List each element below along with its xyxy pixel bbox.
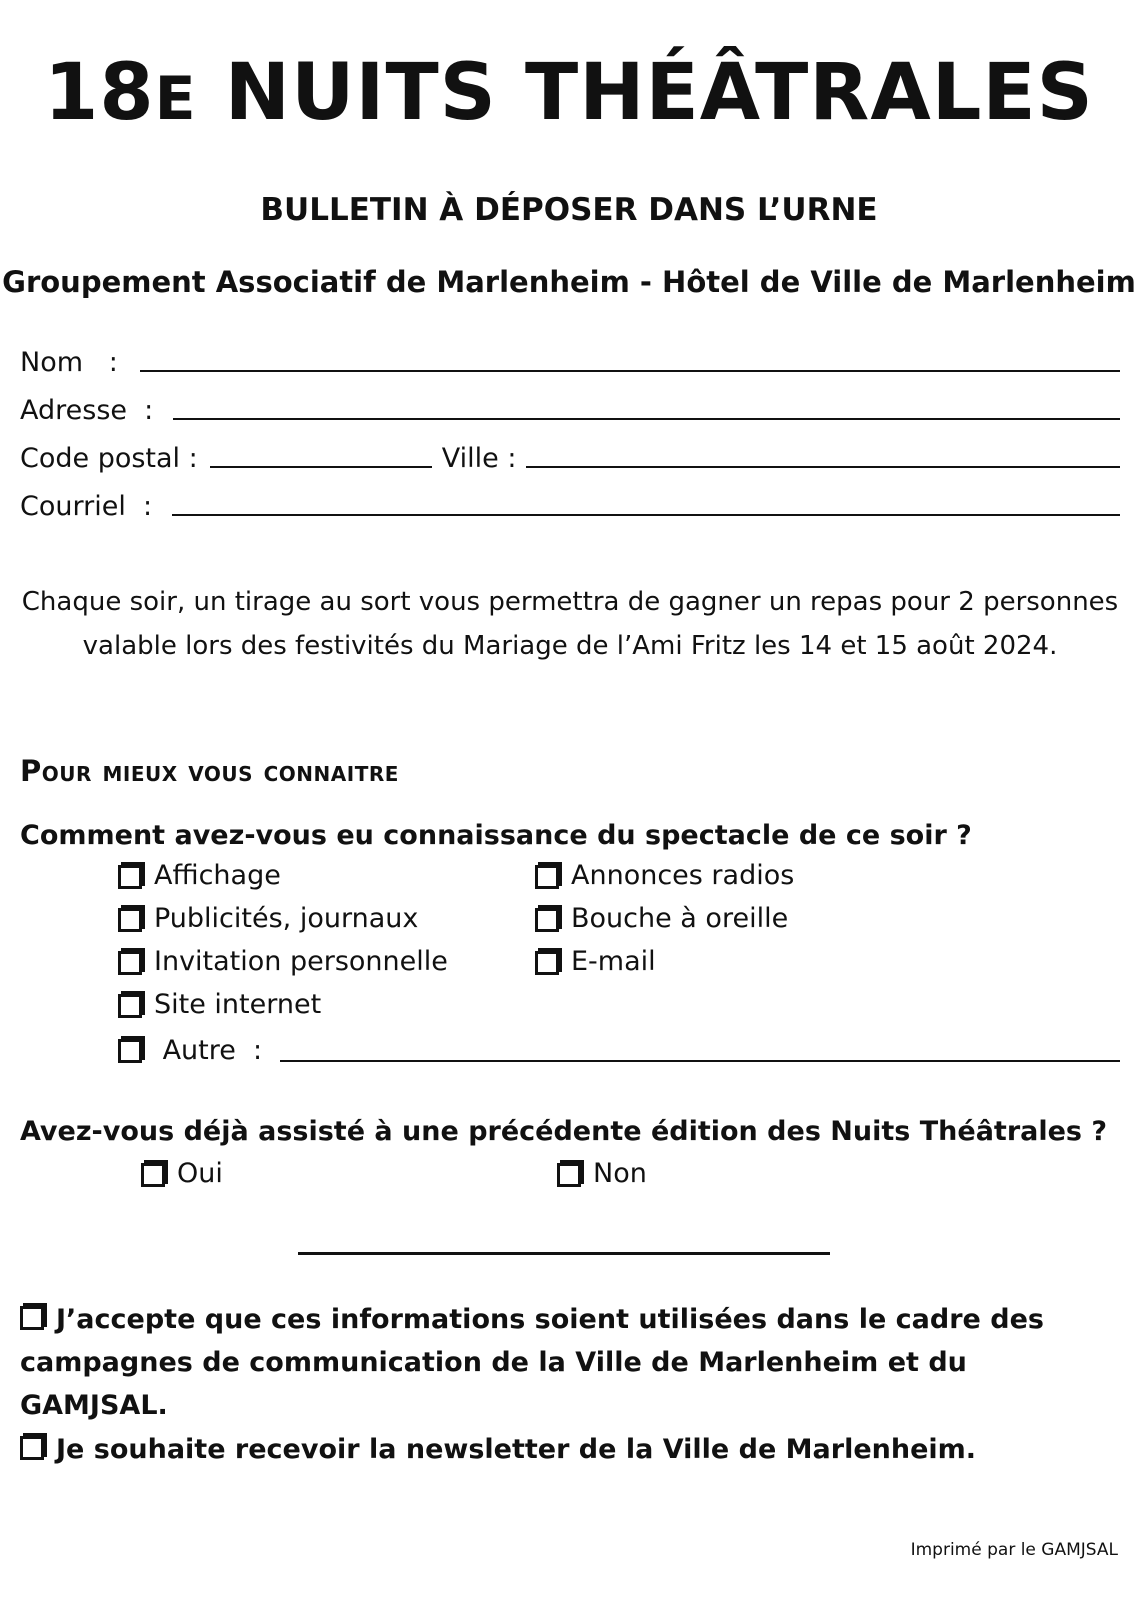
email-label: Courriel : xyxy=(20,491,153,522)
consent-newsletter[interactable] xyxy=(20,1428,1120,1471)
name-row xyxy=(20,338,1120,378)
postal-code-label: Code postal : xyxy=(20,443,198,474)
option-label: Bouche à oreille xyxy=(571,903,789,934)
postal-code-field[interactable] xyxy=(210,438,432,468)
page-title xyxy=(0,48,1138,138)
checkbox-icon[interactable] xyxy=(118,1039,142,1063)
checkbox-icon[interactable] xyxy=(535,865,559,889)
address-field[interactable] xyxy=(173,390,1120,420)
option-non[interactable] xyxy=(557,1158,647,1189)
printer-credit: Imprimé par le GAMJSAL xyxy=(910,1540,1118,1560)
option-site-internet[interactable] xyxy=(118,989,321,1020)
autre-field[interactable] xyxy=(280,1032,1120,1062)
address-row xyxy=(20,386,1120,426)
name-label: Nom : xyxy=(20,347,118,378)
title-rest: NUITS THÉÂTRALES xyxy=(196,48,1094,138)
question-how-heard: Comment avez-vous eu connaissance du spectacle de ce soir ? xyxy=(20,820,972,851)
checkbox-icon[interactable] xyxy=(118,908,142,932)
postal-city-row xyxy=(20,434,1120,474)
option-label: Invitation personnelle xyxy=(154,946,448,977)
organizer-line: Groupement Associatif de Marlenheim - Hôtel de Ville de Marlenheim xyxy=(2,265,1136,299)
subtitle: BULLETIN À DÉPOSER DANS L’URNE xyxy=(260,192,878,228)
section-title: Pour mieux vous connaitre xyxy=(20,754,399,788)
question-previous-edition: Avez-vous déjà assisté à une précédente édition des Nuits Théâtrales ? xyxy=(20,1116,1108,1147)
option-affichage[interactable] xyxy=(118,860,281,891)
divider xyxy=(298,1252,830,1255)
option-invitation[interactable] xyxy=(118,946,448,977)
email-row xyxy=(20,482,1120,522)
address-label: Adresse : xyxy=(20,395,154,426)
city-field[interactable] xyxy=(526,438,1120,468)
option-bouche-a-oreille[interactable] xyxy=(535,903,788,934)
option-oui[interactable] xyxy=(141,1158,223,1189)
email-field[interactable] xyxy=(172,486,1120,516)
option-label: Affichage xyxy=(154,860,281,891)
checkbox-icon[interactable] xyxy=(118,994,142,1018)
checkbox-icon[interactable] xyxy=(141,1163,165,1187)
option-label: Non xyxy=(593,1158,647,1189)
checkbox-icon[interactable] xyxy=(535,908,559,932)
consent-accept-text: J’accepte que ces informations soient utilisées dans le cadre des campagnes de communication de la Ville de Marlenheim et du GAMJSAL. xyxy=(20,1304,1044,1421)
option-publicites[interactable] xyxy=(118,903,418,934)
title-number: 18 xyxy=(44,48,155,138)
checkbox-icon[interactable] xyxy=(557,1163,581,1187)
option-label: Site internet xyxy=(154,989,322,1020)
checkbox-icon[interactable] xyxy=(20,1306,44,1330)
option-label: Annonces radios xyxy=(571,860,795,891)
consent-newsletter-text: Je souhaite recevoir la newsletter de la Ville de Marlenheim. xyxy=(56,1434,977,1465)
name-field[interactable] xyxy=(140,342,1120,372)
option-label: Publicités, journaux xyxy=(154,903,419,934)
option-label: E-mail xyxy=(571,946,656,977)
option-autre[interactable] xyxy=(118,1032,1120,1068)
title-suffix: E xyxy=(154,64,197,134)
prize-text: Chaque soir, un tirage au sort vous permettra de gagner un repas pour 2 personnes valable lors des festivités du Mariage de l’Ami Fritz les 14 et 15 août 2024. xyxy=(21,587,1119,661)
option-label: Autre : xyxy=(154,1034,263,1066)
city-label: Ville : xyxy=(441,443,517,474)
checkbox-icon[interactable] xyxy=(535,951,559,975)
checkbox-icon[interactable] xyxy=(20,1436,44,1460)
option-annonces-radios[interactable] xyxy=(535,860,794,891)
option-email[interactable] xyxy=(535,946,656,977)
checkbox-icon[interactable] xyxy=(118,951,142,975)
option-label: Oui xyxy=(177,1158,223,1189)
consent-accept[interactable] xyxy=(20,1298,1120,1427)
checkbox-icon[interactable] xyxy=(118,865,142,889)
